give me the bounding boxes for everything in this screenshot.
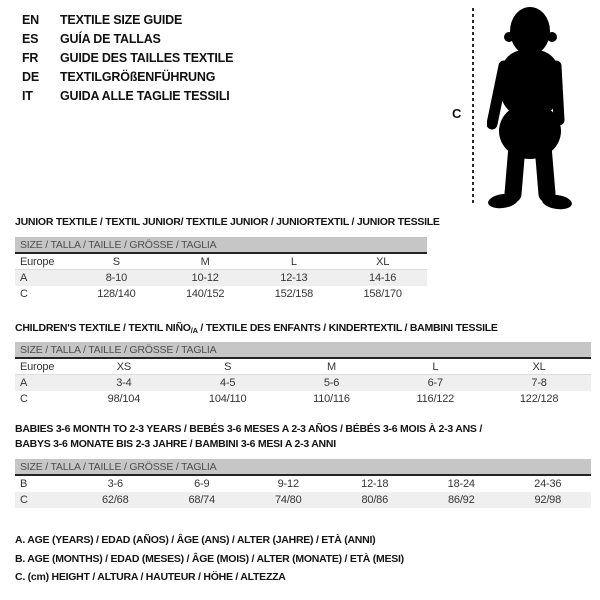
row-label: C: [20, 393, 28, 405]
language-code: DE: [22, 69, 39, 84]
size-cell: M: [327, 360, 336, 373]
size-header-bar: [15, 459, 591, 476]
table-row-age: [15, 270, 427, 286]
footnotes: [15, 531, 404, 587]
language-title: GUÍA DE TALLAS: [60, 31, 161, 46]
row-label: Europe: [20, 360, 55, 373]
age-cell: 24-36: [534, 478, 562, 490]
table-row-europe: [15, 359, 591, 375]
children-size-table: [15, 342, 591, 407]
age-cell: 3-4: [116, 377, 132, 389]
language-title: GUIDA ALLE TAGLIE TESSILI: [60, 88, 230, 103]
size-cell: XL: [532, 360, 546, 373]
language-code: FR: [22, 50, 39, 65]
size-cell: S: [224, 360, 232, 373]
row-label: B: [20, 478, 28, 490]
section-title-line1: BABIES 3-6 MONTH TO 2-3 YEARS / BEBÉS 3-6 MESES A 2-3 AÑOS / BÉBÉS 3-6 MOIS À 2-3 ANS /: [15, 423, 483, 435]
section-title-text: / TEXTILE DES ENFANTS / KINDERTEXTIL / BAMBINI TESSILE: [197, 322, 498, 334]
size-header-label: SIZE / TALLA / TAILLE / GRÖSSE / TAGLIA: [20, 238, 217, 251]
size-header-bar: [15, 342, 591, 359]
section-title-line2: BABYS 3-6 MONATE BIS 2-3 JAHRE / BAMBINI 3-6 MESI A 2-3 ANNI: [15, 437, 336, 450]
table-row-height: [15, 492, 591, 508]
row-label: C: [20, 494, 28, 506]
language-code: EN: [22, 12, 39, 27]
section-title-subscript: /A: [190, 326, 198, 335]
section-title-children: [15, 321, 498, 339]
footnote-b: B. AGE (MONTHS) / EDAD (MESES) / ÂGE (MOIS) / ALTER (MONATE) / ETÀ (MESI): [15, 552, 404, 565]
row-label: A: [20, 272, 28, 284]
table-row-height: [15, 286, 427, 302]
language-code: ES: [22, 31, 39, 46]
age-cell: 3-6: [107, 478, 123, 490]
height-measure-dotted-line: [472, 8, 474, 206]
age-cell: 12-13: [280, 272, 308, 284]
section-title-text: CHILDREN'S TEXTILE / TEXTIL NIÑO: [15, 322, 191, 334]
height-cell: 68/74: [188, 494, 216, 506]
size-header-label: SIZE / TALLA / TAILLE / GRÖSSE / TAGLIA: [20, 343, 217, 356]
size-cell: S: [112, 255, 120, 268]
size-header-bar: [15, 237, 427, 254]
section-title-babies: [15, 422, 482, 451]
language-code: IT: [22, 88, 33, 103]
footnote-a: A. AGE (YEARS) / EDAD (AÑOS) / ÂGE (ANS) / ALTER (JAHRE) / ETÀ (ANNI): [15, 534, 376, 546]
height-cell: 104/110: [208, 393, 247, 405]
table-row-europe: [15, 254, 427, 270]
footnote-c: C. (cm) HEIGHT / ALTURA / HAUTEUR / HÖHE / ALTEZZA: [15, 571, 286, 583]
height-measure-label: C: [452, 106, 462, 121]
size-cell: XS: [116, 360, 132, 373]
height-cell: 140/152: [185, 288, 225, 300]
height-cell: 92/98: [534, 494, 562, 506]
language-title: TEXTILE SIZE GUIDE: [60, 12, 183, 27]
age-cell: 9-12: [277, 478, 299, 490]
section-title-junior: [15, 215, 440, 230]
height-cell: 152/158: [274, 288, 314, 300]
row-label: A: [20, 377, 28, 389]
age-cell: 14-16: [369, 272, 397, 284]
height-cell: 80/86: [361, 494, 389, 506]
height-cell: 98/104: [107, 393, 141, 405]
table-row-age-months: [15, 476, 591, 492]
junior-size-table: [15, 237, 427, 302]
size-cell: M: [200, 255, 210, 268]
language-title: TEXTILGRÖßENFÜHRUNG: [60, 69, 216, 84]
age-cell: 5-6: [323, 377, 340, 389]
height-cell: 128/140: [97, 288, 136, 300]
height-cell: 62/68: [101, 494, 129, 506]
height-cell: 116/122: [416, 393, 455, 405]
height-cell: 86/92: [447, 494, 475, 506]
language-row-es: [22, 29, 233, 48]
age-cell: 12-18: [361, 478, 389, 490]
section-title-text: JUNIOR TEXTILE / TEXTIL JUNIOR/ TEXTILE JUNIOR / JUNIORTEXTIL / JUNIOR TESSILE: [15, 216, 440, 228]
height-cell: 110/116: [313, 393, 350, 405]
language-row-fr: [22, 48, 233, 67]
size-cell: XL: [376, 255, 390, 268]
age-cell: 10-12: [191, 272, 219, 284]
table-row-age: [15, 375, 591, 391]
age-cell: 6-7: [427, 377, 443, 389]
age-cell: 4-5: [220, 377, 236, 389]
language-list: [22, 10, 233, 105]
language-row-it: [22, 86, 233, 105]
age-cell: 6-9: [194, 478, 210, 490]
height-cell: 122/128: [519, 393, 559, 405]
row-label: C: [20, 288, 28, 300]
age-cell: 18-24: [447, 478, 475, 490]
language-title: GUIDE DES TAILLES TEXTILE: [60, 50, 234, 65]
height-cell: 158/170: [363, 288, 402, 300]
height-cell: 74/80: [274, 494, 302, 506]
table-row-height: [15, 391, 591, 407]
language-row-en: [22, 10, 233, 29]
age-cell: 7-8: [531, 377, 547, 389]
language-row-de: [22, 67, 233, 86]
babies-size-table: [15, 459, 591, 508]
baby-silhouette-icon: [487, 4, 600, 212]
age-cell: 8-10: [105, 272, 127, 284]
size-cell: L: [290, 255, 297, 268]
size-cell: L: [432, 360, 439, 373]
size-header-label: SIZE / TALLA / TAILLE / GRÖSSE / TAGLIA: [20, 460, 217, 473]
row-label: Europe: [20, 255, 55, 268]
